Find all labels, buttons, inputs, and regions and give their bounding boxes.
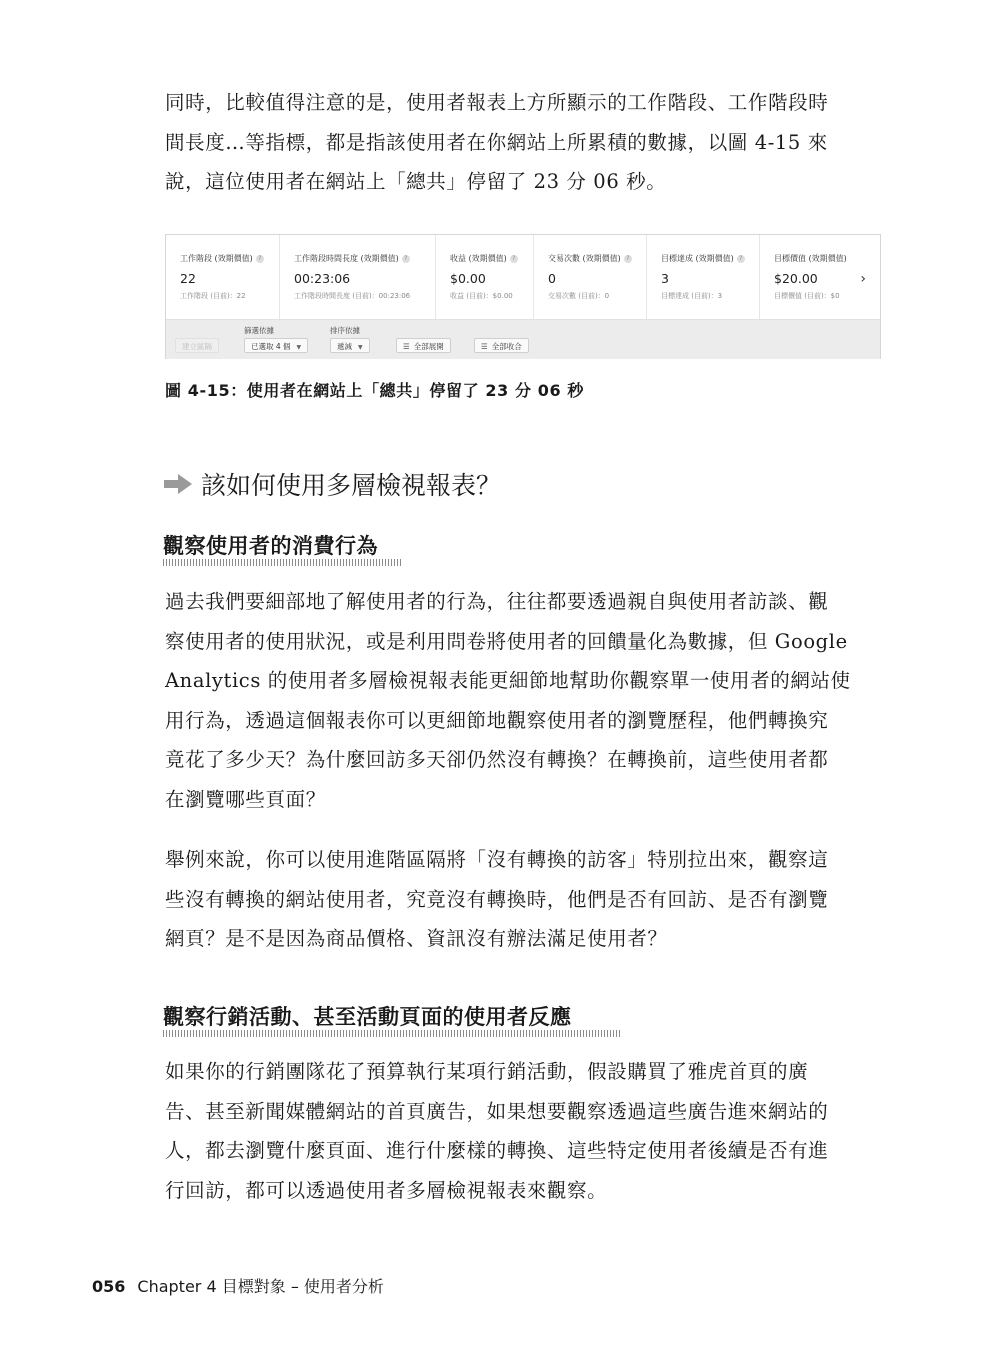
help-icon[interactable]: ?	[510, 255, 518, 263]
text-line: 過去我們要細部地了解使用者的行為，往往都要透過親自與使用者訪談、觀	[165, 590, 829, 613]
metric-sub: 工作階段時間長度 (目前)：00:23:06	[294, 292, 411, 300]
metric-transactions	[534, 235, 647, 319]
subtitle-marketing-reaction: 觀察行銷活動、甚至活動頁面的使用者反應	[163, 1005, 572, 1029]
report-toolbar	[166, 319, 880, 359]
metric-value: 22	[180, 271, 196, 286]
text-line: Analytics 的使用者多層檢視報表能更細節地幫助你觀察單一使用者的網站使	[165, 669, 851, 692]
metric-sessions	[166, 235, 280, 319]
metric-goal-value	[760, 235, 880, 319]
text-line: 如果你的行銷團隊花了預算執行某項行銷活動，假設購買了雅虎首頁的廣	[165, 1060, 809, 1083]
list-icon: ☰	[403, 342, 410, 351]
sort-value: 遞減	[337, 342, 352, 351]
subtitle-consumer-behavior: 觀察使用者的消費行為	[163, 534, 378, 558]
intro-paragraph	[165, 83, 881, 202]
metric-sub: 工作階段 (目前)：22	[180, 292, 246, 300]
metric-sub: 收益 (目前)：$0.00	[450, 292, 513, 300]
chapter-title: Chapter 4 目標對象 – 使用者分析	[137, 1277, 384, 1296]
text-line: 舉例來說，你可以使用進階區隔將「沒有轉換的訪客」特別拉出來，觀察這	[165, 848, 829, 871]
metric-value: 0	[548, 271, 556, 286]
text-line: 行回訪，都可以透過使用者多層檢視報表來觀察。	[165, 1178, 608, 1202]
create-segment-button[interactable]: 建立區隔	[175, 338, 219, 353]
paragraph-3	[165, 1052, 881, 1210]
section-title-text: 該如何使用多層檢視報表？	[201, 471, 502, 500]
section-title	[163, 466, 501, 502]
metric-revenue	[436, 235, 534, 319]
sort-title: 排序依據	[330, 326, 360, 335]
metric-value: $0.00	[450, 271, 486, 286]
metric-session-duration	[280, 235, 436, 319]
paragraph-1	[165, 582, 881, 819]
page-number: 056	[92, 1277, 126, 1296]
text-line: 用行為，透過這個報表你可以更細節地觀察使用者的瀏覽歷程，他們轉換究	[165, 708, 829, 732]
chevron-right-icon[interactable]: ›	[860, 271, 866, 287]
text-line: 告、甚至新聞媒體網站的首頁廣告，如果想要觀察透過這些廣告進來網站的	[165, 1099, 829, 1123]
metric-label: 目標達成 (效期價值)	[661, 254, 734, 263]
expand-all-label: 全部展開	[413, 342, 444, 351]
text-line: 人，都去瀏覽什麼頁面、進行什麼樣的轉換、這些特定使用者後續是否有進	[165, 1139, 829, 1162]
filter-value: 已選取 4 個	[251, 342, 291, 351]
text-line: 在瀏覽哪些頁面？	[165, 787, 326, 811]
text-line: 網頁？是不是因為商品價格、資訊沒有辦法滿足使用者？	[165, 927, 668, 950]
metric-value: 00:23:06	[294, 271, 351, 286]
metric-label: 收益 (效期價值)	[450, 254, 507, 263]
text-line: 竟花了多少天？為什麼回訪多天卻仍然沒有轉換？在轉換前，這些使用者都	[165, 748, 829, 771]
paragraph-2	[165, 840, 881, 959]
metric-sub: 目標達成 (目前)：3	[661, 292, 723, 300]
metric-sub: 目標價值 (目前)：$0	[774, 292, 840, 300]
metric-value: 3	[661, 271, 669, 286]
filter-select[interactable]	[244, 338, 308, 353]
text-line: 些沒有轉換的網站使用者，究竟沒有轉換時，他們是否有回訪、是否有瀏覽	[165, 887, 829, 911]
list-icon: ☰	[481, 342, 488, 351]
arrow-right-icon	[163, 473, 193, 495]
metrics-row	[166, 235, 880, 319]
help-icon[interactable]: ?	[737, 255, 745, 263]
text-line: 間長度…等指標，都是指該使用者在你網站上所累積的數據，以圖 4-15 來	[165, 130, 828, 154]
metric-sub: 交易次數 (目前)：0	[548, 292, 610, 300]
filter-title: 篩選依據	[244, 326, 274, 335]
subtitle-underline	[163, 559, 403, 566]
caret-down-icon: ▼	[296, 344, 302, 351]
help-icon[interactable]: ?	[256, 255, 264, 263]
figure-caption: 圖 4-15：使用者在網站上「總共」停留了 23 分 06 秒	[165, 381, 585, 400]
metric-label: 工作階段時間長度 (效期價值)	[294, 254, 399, 263]
collapse-all-label: 全部收合	[491, 342, 522, 351]
subtitle-underline	[163, 1030, 621, 1037]
expand-all-button[interactable]	[396, 338, 451, 353]
sort-select[interactable]	[330, 338, 370, 353]
caret-down-icon: ▼	[358, 344, 363, 351]
figure-screenshot	[165, 234, 881, 359]
metric-label: 目標價值 (效期價值)	[774, 254, 847, 263]
metric-label: 交易次數 (效期價值)	[548, 254, 621, 263]
help-icon[interactable]: ?	[402, 255, 410, 263]
help-icon[interactable]: ?	[624, 255, 632, 263]
metric-goal-completions	[647, 235, 760, 319]
metric-label: 工作階段 (效期價值)	[180, 254, 253, 263]
text-line: 同時，比較值得注意的是，使用者報表上方所顯示的工作階段、工作階段時	[165, 91, 829, 114]
text-line: 說，這位使用者在網站上「總共」停留了 23 分 06 秒。	[165, 170, 667, 193]
page-footer	[92, 1274, 384, 1297]
metric-value: $20.00	[774, 271, 818, 286]
text-line: 察使用者的使用狀況，或是利用問卷將使用者的回饋量化為數據，但 Google	[165, 629, 848, 653]
collapse-all-button[interactable]	[474, 338, 529, 353]
